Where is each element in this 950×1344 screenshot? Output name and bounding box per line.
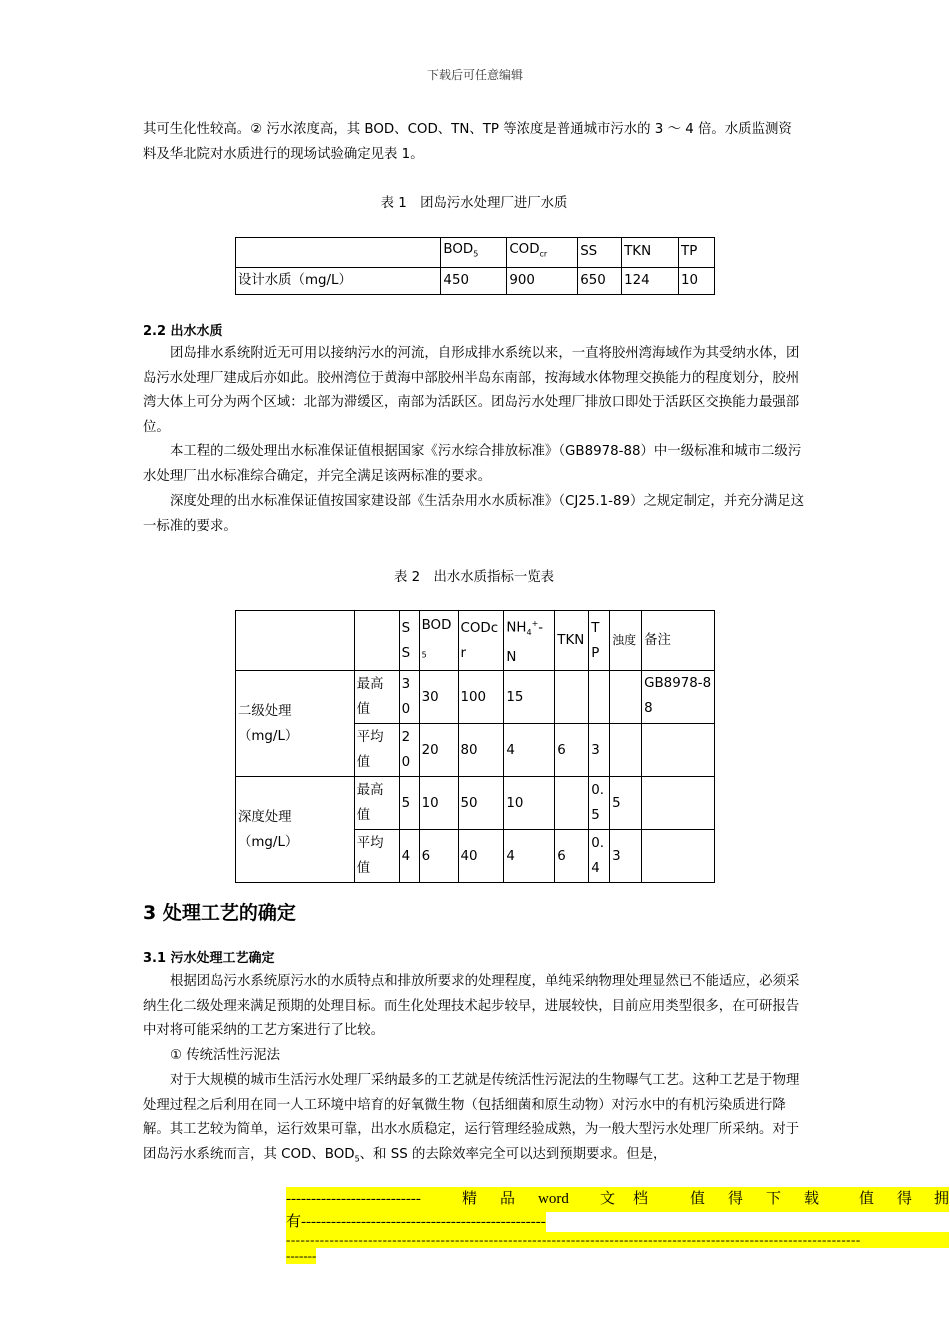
table-header-cell: SS	[399, 611, 419, 671]
paragraph: 对于大规模的城市生活污水处理厂采纳最多的工艺就是传统活性污泥法的生物曝气工艺。这种工艺是于物理处理过程之后利用在同一人工环境中培育的好氧微生物（包括细菌和原生动物）对污水中的有机污染质进行降解。其工艺较为简单，运行效果可靠，出水水质稳定，运行管理经验成熟，为一般大型污水处理厂所采纳。对于团岛污水系统而言，其 COD、$BOD_5$、和 SS 的去除效率完全可以达到预期要求。但是，	[143, 1073, 800, 1164]
table-cell: 10	[679, 267, 715, 294]
table-cell: 80	[458, 724, 504, 777]
table-cell: 4	[504, 830, 555, 883]
table-cell	[236, 238, 441, 268]
group-label: 深度处理 （mg/L）	[236, 777, 355, 883]
table-cell: 900	[507, 267, 578, 294]
table-cell: 40	[458, 830, 504, 883]
table-header-cell: CODcr	[458, 611, 504, 671]
row-type: 平均值	[354, 830, 399, 883]
table-cell: 4	[504, 724, 555, 777]
row-type: 平均值	[354, 724, 399, 777]
table-cell: 6	[419, 830, 458, 883]
table-header-cell: TKN	[555, 611, 589, 671]
table-header-cell: TKN	[622, 238, 679, 268]
table-cell: 5	[399, 777, 419, 830]
table-header-row	[236, 238, 715, 268]
table-header-cell: $COD_{cr}$	[507, 238, 578, 268]
table1-influent-quality	[235, 237, 715, 295]
table-cell: 0.4	[589, 830, 610, 883]
footer-line-4: -------	[286, 1248, 317, 1263]
table-header-cell: 浊度	[610, 611, 642, 671]
table-row	[236, 267, 715, 294]
table-cell: 20	[399, 724, 419, 777]
table1-caption: 表 1 团岛污水处理厂进厂水质	[380, 196, 568, 211]
table-cell: 650	[578, 267, 622, 294]
table-cell: 6	[555, 724, 589, 777]
table-cell: 6	[555, 830, 589, 883]
table-cell: 3	[589, 724, 610, 777]
table-header-cell: TP	[589, 611, 610, 671]
paragraph: 根据团岛污水系统原污水的水质特点和排放所要求的处理程度，单纯采纳物理处理显然已不能适应，必须采纳生化二级处理来满足预期的处理目标。而生化处理技术起步较早，进展较快，目前应用类型很多，在可研报告中对将可能采纳的工艺方案进行了比较。	[143, 974, 800, 1038]
table-cell	[555, 777, 589, 830]
table-cell: 0.5	[589, 777, 610, 830]
table-cell: 100	[458, 671, 504, 724]
section-heading-3: 3 处理工艺的确定	[143, 902, 296, 924]
table-cell: 30	[399, 671, 419, 724]
table2-caption: 表 2 出水水质指标一览表	[393, 570, 555, 585]
section-heading-2-2: 2.2 出水水质	[143, 324, 223, 339]
row-label: 设计水质（mg/L）	[236, 267, 441, 294]
table-cell: GB8978-88	[642, 671, 715, 724]
table-header-cell: 备注	[642, 611, 715, 671]
table-cell	[610, 724, 642, 777]
page-header: 下载后可任意编辑	[426, 68, 523, 82]
footer-line-1: --------------------------- 精 品 word 文 档 值 得 下 载 值 得 拥	[286, 1187, 949, 1212]
table-cell	[555, 671, 589, 724]
table-cell: 3	[610, 830, 642, 883]
table-cell	[642, 724, 715, 777]
list-item-1: ① 传统活性污泥法	[170, 1048, 280, 1063]
table-cell: 20	[419, 724, 458, 777]
footer-line-3: -----------------------------------------------------------------------------------------------------------------------	[286, 1232, 949, 1248]
table-cell: 15	[504, 671, 555, 724]
table-cell	[354, 611, 399, 671]
table-header-cell: TP	[679, 238, 715, 268]
table-cell	[610, 671, 642, 724]
table-cell: 4	[399, 830, 419, 883]
paragraph: 深度处理的出水标准保证值按国家建设部《生活杂用水水质标准》（CJ25.1-89）之规定制定，并充分满足这一标准的要求。	[143, 494, 805, 534]
footer-line-2: 有-------------------------------------------------	[286, 1214, 546, 1230]
table-cell	[236, 611, 355, 671]
table-header-cell: SS	[578, 238, 622, 268]
table-header-cell: $BOD_5$	[419, 611, 458, 671]
table-header-cell: $BOD_5$	[441, 238, 507, 268]
paragraph: 团岛排水系统附近无可用以接纳污水的河流，自形成排水系统以来，一直将胶州湾海域作为其受纳水体，团岛污水处理厂建成后亦如此。胶州湾位于黄海中部胶州半岛东南部，按海域水体物理交换能力的程度划分，胶州湾大体上可分为两个区域：北部为滞缓区，南部为活跃区。团岛污水处理厂排放口即处于活跃区交换能力最强部位。	[143, 346, 800, 435]
table-cell: 10	[504, 777, 555, 830]
row-type: 最高值	[354, 777, 399, 830]
table-row	[236, 777, 715, 830]
table-cell: 10	[419, 777, 458, 830]
table-cell: 124	[622, 267, 679, 294]
table-header-row	[236, 611, 715, 671]
table-cell: 5	[610, 777, 642, 830]
paragraph: 本工程的二级处理出水标准保证值根据国家《污水综合排放标准》（GB8978-88）中一级标准和城市二级污水处理厂出水标准综合确定，并完全满足该两标准的要求。	[143, 444, 802, 484]
table-cell	[642, 830, 715, 883]
table-cell: 450	[441, 267, 507, 294]
table-header-cell: $NH_4^+-N$	[504, 611, 555, 671]
table-cell	[642, 777, 715, 830]
row-type: 最高值	[354, 671, 399, 724]
table2-effluent-standards	[235, 610, 715, 883]
group-label: 二级处理 （mg/L）	[236, 671, 355, 777]
intro-paragraph: 其可生化性较高。② 污水浓度高，其 BOD、COD、TN、TP 等浓度是普通城市污水的 3 ～ 4 倍。水质监测资料及华北院对水质进行的现场试验确定见表 1。	[143, 122, 792, 162]
table-row	[236, 671, 715, 724]
table-cell: 30	[419, 671, 458, 724]
table-cell: 50	[458, 777, 504, 830]
section-heading-3-1: 3.1 污水处理工艺确定	[143, 951, 275, 966]
table-cell	[589, 671, 610, 724]
